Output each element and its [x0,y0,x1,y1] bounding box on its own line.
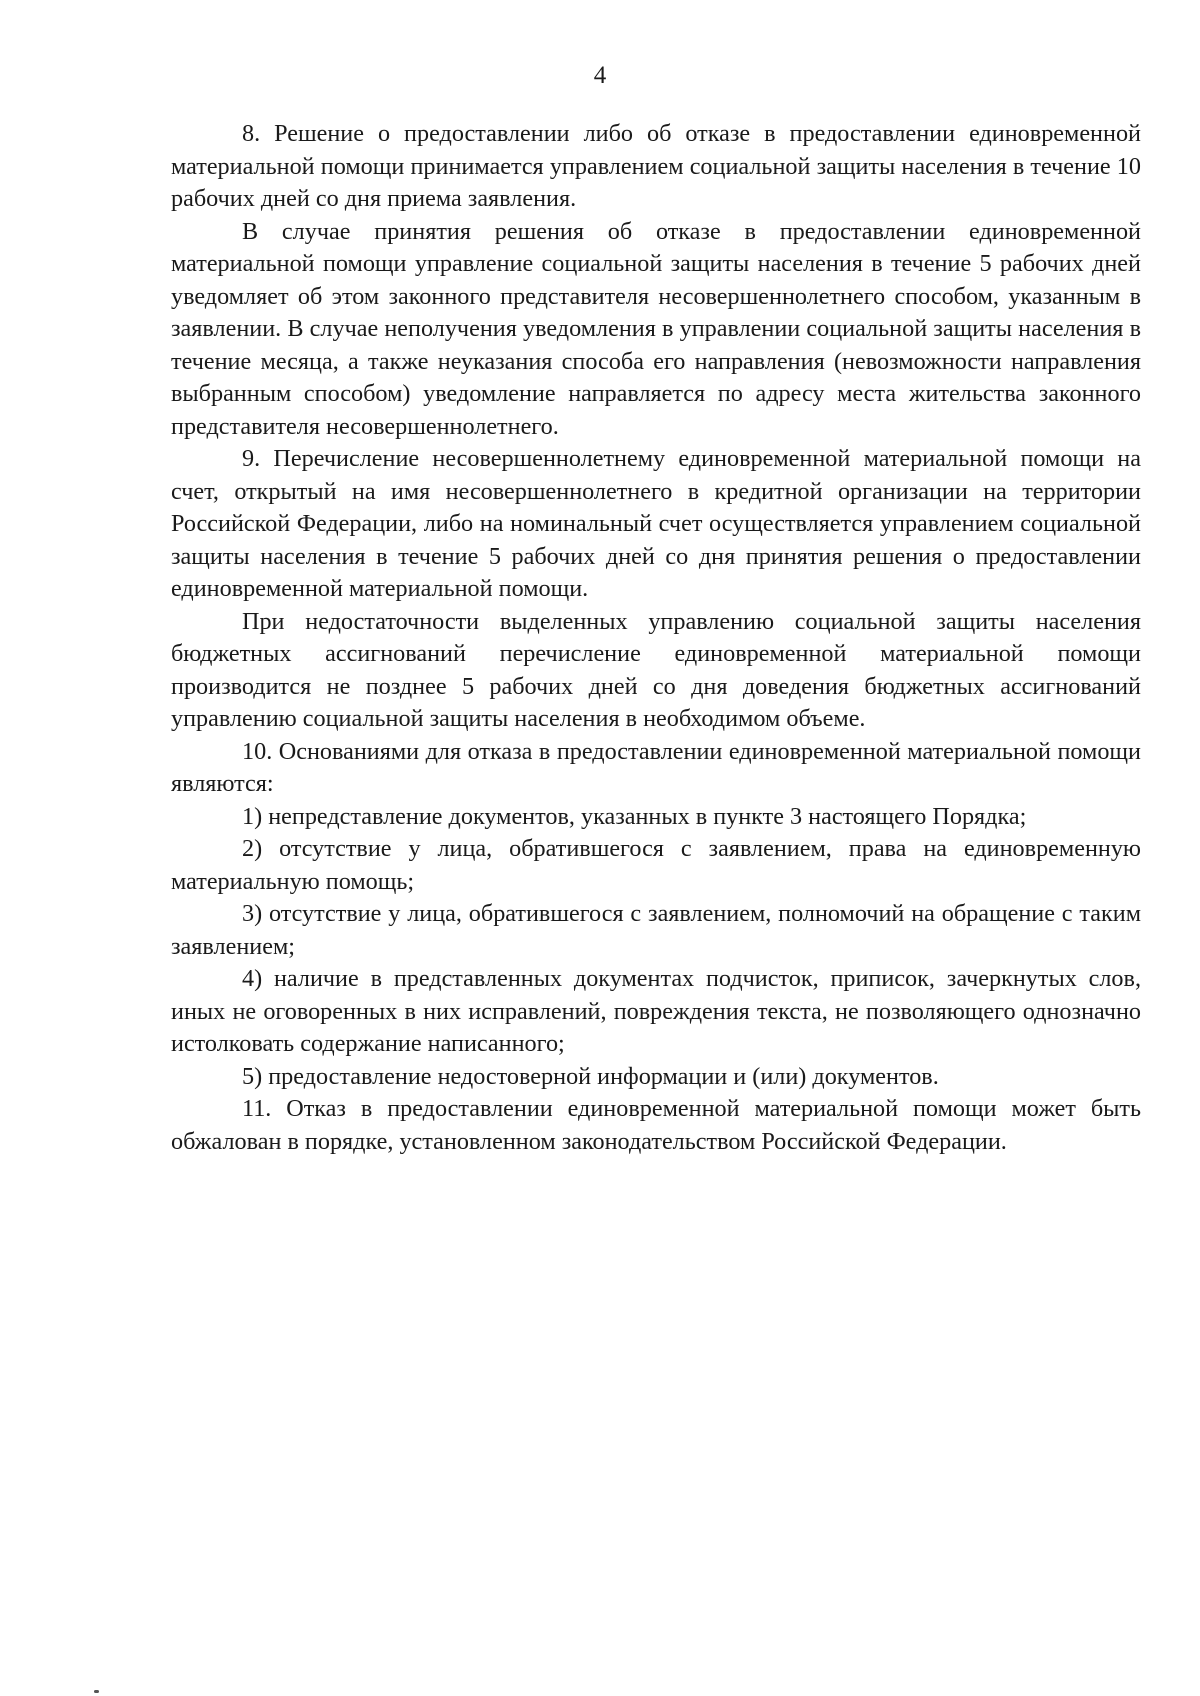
list-item-5: 5) предоставление недостоверной информации и (или) документов. [242,1062,939,1090]
list-item-1: 1) непредставление документов, указанных в пункте 3 настоящего Порядка; [242,802,1027,830]
page-number: 4 [593,62,607,89]
paragraph-insufficient-funds: При недостаточности выделенных управлению социальной защиты населения бюджетных ассигнований перечисление единовременной материальной помощи производится не позднее 5 рабочих дней со дня доведения бюджетных ассигнований управлению социальной защиты населения в необходимом объеме. [171,607,1141,732]
paragraph-9-transfer: 9. Перечисление несовершеннолетнему единовременной материальной помощи на счет, открытый на имя несовершеннолетнего в кредитной организации на территории Российской Федерации, либо на номинальный счет осуществляется управлением социальной защиты населения в течение 5 рабочих дней со дня принятия решения о предоставлении единовременной материальной помощи. [171,445,1141,602]
paragraph-8-decision: 8. Решение о предоставлении либо об отказе в предоставлении единовременной материальной помощи принимается управлением социальной защиты населения в течение 10 рабочих дней со дня приема заявления. [171,120,1141,212]
paragraph-10-grounds: 10. Основаниями для отказа в предоставлении единовременной материальной помощи являются: [171,737,1141,797]
list-item-2: 2) отсутствие у лица, обратившегося с заявлением, права на единовременную материальную помощь; [171,835,1141,895]
list-item-3: 3) отсутствие у лица, обратившегося с заявлением, полномочий на обращение с таким заявлением; [171,900,1141,960]
list-item-4: 4) наличие в представленных документах подчисток, приписок, зачеркнутых слов, иных не оговоренных в них исправлений, повреждения текста, не позволяющего однозначно истолковать содержание написанного; [171,965,1141,1057]
paragraph-refusal-notification: В случае принятия решения об отказе в предоставлении единовременной материальной помощи управление социальной защиты населения в течение 5 рабочих дней уведомляет об этом законного представителя несовершеннолетнего способом, указанным в заявлении. В случае неполучения уведомления в управлении социальной защиты населения в течение месяца, а также неуказания способа его направления (невозможности направления выбранным способом) уведомление направляется по адресу места жительства законного представителя несовершеннолетнего. [171,217,1141,440]
paragraph-11-appeal: 11. Отказ в предоставлении единовременной материальной помощи может быть обжалован в порядке, установленном законодательством Российской Федерации. [171,1095,1141,1155]
scan-artifact-dot [94,1690,99,1693]
document-body [171,118,1141,1158]
